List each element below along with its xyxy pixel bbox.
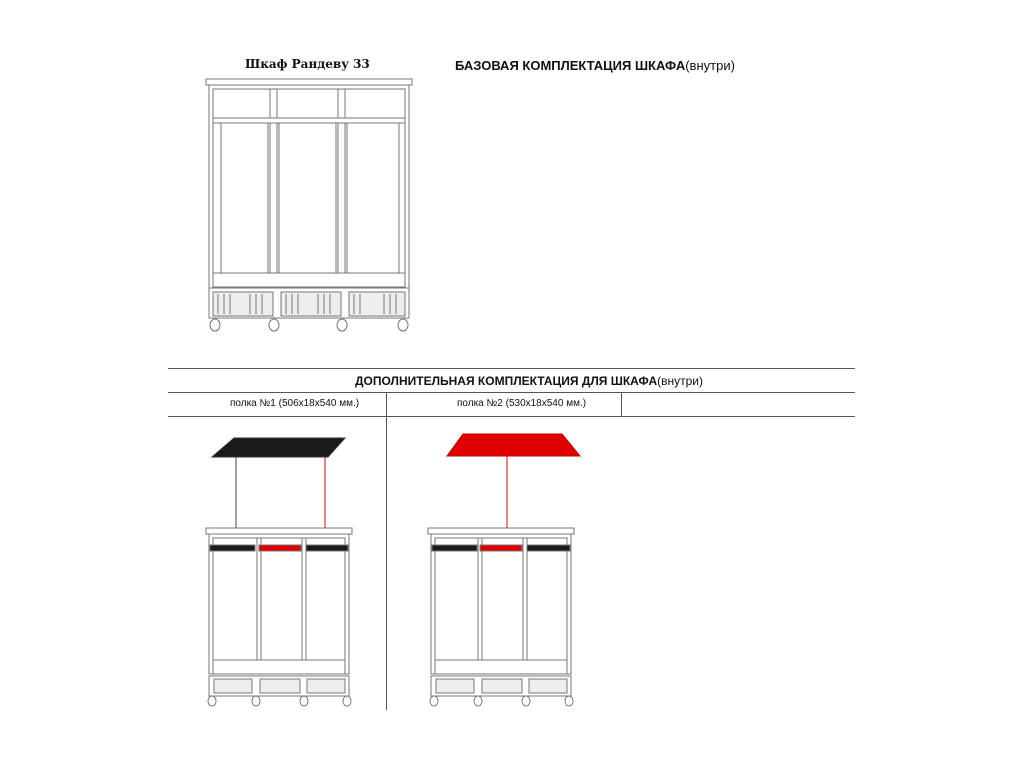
base-wardrobe-drawing xyxy=(206,79,412,331)
additional-heading-bold: ДОПОЛНИТЕЛЬНАЯ КОМПЛЕКТАЦИЯ ДЛЯ ШКАФА xyxy=(355,374,658,388)
base-heading-suffix: (внутри) xyxy=(685,58,735,73)
additional-heading-suffix: (внутри) xyxy=(657,374,704,388)
option-1-drawing xyxy=(206,438,352,706)
base-heading-bold: БАЗОВАЯ КОМПЛЕКТАЦИЯ ШКАФА xyxy=(455,58,686,73)
option-2-drawing xyxy=(428,434,580,706)
option-1-label: полка №1 (506x18x540 мм.) xyxy=(230,398,360,409)
option-2-label: полка №2 (530x18x540 мм.) xyxy=(457,398,587,409)
shelf-2-panel xyxy=(447,434,580,456)
product-title: Шкаф Рандеву 33 xyxy=(245,57,370,71)
shelf-1-panel xyxy=(212,438,345,457)
